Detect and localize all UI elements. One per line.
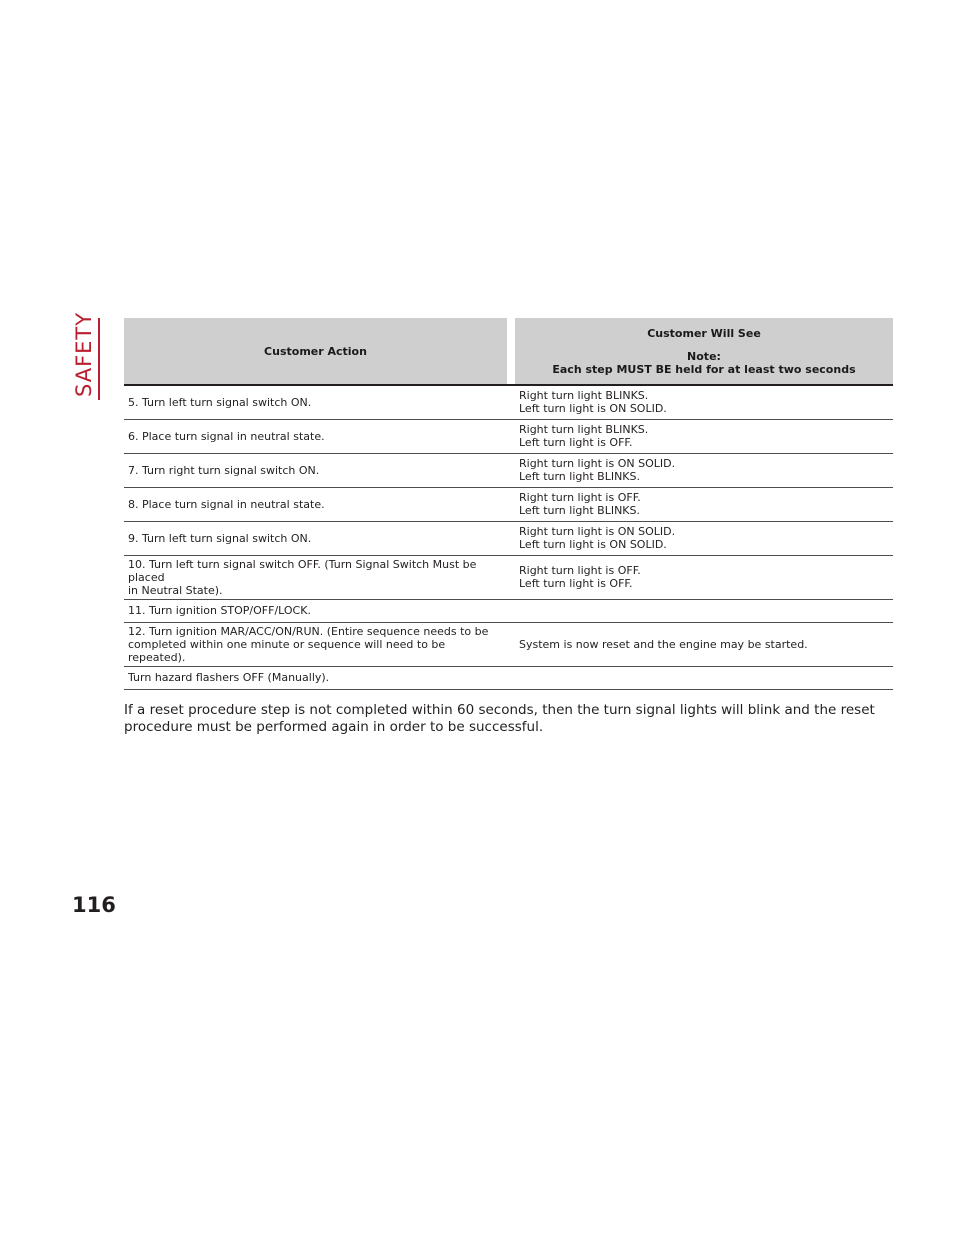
section-label: SAFETY: [72, 311, 96, 397]
table-row: [124, 555, 893, 599]
result-line: System is now reset and the engine may be started.: [519, 637, 808, 651]
result-line: Left turn light is OFF.: [519, 577, 633, 590]
cell-gap: [507, 385, 515, 419]
cell-customer-action: [124, 385, 507, 419]
action-line: Turn hazard flashers OFF (Manually).: [128, 671, 330, 684]
result-line: Left turn light BLINKS.: [519, 470, 640, 483]
table-body: [124, 385, 893, 689]
cell-gap: [507, 622, 515, 666]
action-line: 12. Turn ignition MAR/ACC/ON/RUN. (Entire sequence needs to be: [128, 624, 489, 638]
cell-gap: [507, 487, 515, 521]
result-line: Right turn light is OFF.: [519, 491, 641, 504]
result-line: Right turn light BLINKS.: [519, 389, 649, 403]
cell-customer-will-see: [515, 555, 893, 599]
table-row: [124, 453, 893, 487]
reset-procedure-table: [124, 318, 893, 690]
action-line: 8. Place turn signal in neutral state.: [128, 497, 325, 511]
action-line: 11. Turn ignition STOP/OFF/LOCK.: [128, 604, 311, 617]
result-line: Left turn light is OFF.: [519, 436, 633, 449]
cell-customer-will-see: [515, 487, 893, 521]
cell-customer-action: [124, 555, 507, 599]
cell-customer-will-see: [515, 622, 893, 666]
header-see-title: Customer Will See: [647, 326, 761, 340]
action-line: 10. Turn left turn signal switch OFF. (Turn Signal Switch Must be placed: [128, 557, 477, 584]
action-line: 5. Turn left turn signal switch ON.: [128, 395, 312, 409]
result-line: Right turn light is ON SOLID.: [519, 525, 676, 538]
table-row: [124, 599, 893, 622]
action-line: 7. Turn right turn signal switch ON.: [128, 463, 320, 477]
header-customer-action: Customer Action: [124, 318, 507, 385]
table-row: [124, 385, 893, 419]
page-number: 116: [72, 893, 116, 917]
result-line: Left turn light is ON SOLID.: [519, 538, 667, 551]
cell-customer-action: [124, 666, 507, 689]
header-note-text: Each step MUST BE held for at least two seconds: [552, 362, 856, 376]
cell-customer-action: [124, 419, 507, 453]
cell-customer-action: [124, 487, 507, 521]
cell-gap: [507, 599, 515, 622]
table-row: [124, 521, 893, 555]
result-line: Right turn light is ON SOLID.: [519, 457, 676, 470]
table-row: [124, 622, 893, 666]
cell-gap: [507, 453, 515, 487]
table-row: [124, 487, 893, 521]
cell-gap: [507, 666, 515, 689]
cell-customer-will-see: [515, 521, 893, 555]
cell-customer-will-see: [515, 385, 893, 419]
reset-note-paragraph: If a reset procedure step is not completed within 60 seconds, then the turn signal lights will blink and the reset procedure must be performed again in order to be successful.: [124, 702, 875, 735]
action-line: 9. Turn left turn signal switch ON.: [128, 531, 312, 545]
action-line: in Neutral State).: [128, 583, 223, 597]
result-line: Right turn light BLINKS.: [519, 423, 649, 436]
table-row: [124, 666, 893, 689]
table-header-row: [124, 318, 893, 385]
cell-customer-will-see: [515, 453, 893, 487]
action-line: 6. Place turn signal in neutral state.: [128, 429, 325, 443]
header-customer-will-see: [515, 318, 893, 385]
cell-gap: [507, 521, 515, 555]
cell-customer-will-see: [515, 419, 893, 453]
cell-customer-action: [124, 453, 507, 487]
cell-gap: [507, 419, 515, 453]
cell-customer-action: [124, 521, 507, 555]
result-line: Right turn light is OFF.: [519, 564, 641, 577]
cell-customer-action: [124, 599, 507, 622]
header-note-label: Note:: [687, 349, 721, 363]
result-line: Left turn light is ON SOLID.: [519, 402, 667, 416]
cell-customer-will-see: [515, 599, 893, 622]
header-gap: [507, 318, 515, 385]
cell-gap: [507, 555, 515, 599]
section-tab: [72, 311, 100, 400]
action-line: completed within one minute or sequence will need to be repeated).: [128, 637, 446, 664]
section-rule: [98, 318, 100, 400]
table-row: [124, 419, 893, 453]
cell-customer-will-see: [515, 666, 893, 689]
result-line: Left turn light BLINKS.: [519, 504, 640, 517]
cell-customer-action: [124, 622, 507, 666]
